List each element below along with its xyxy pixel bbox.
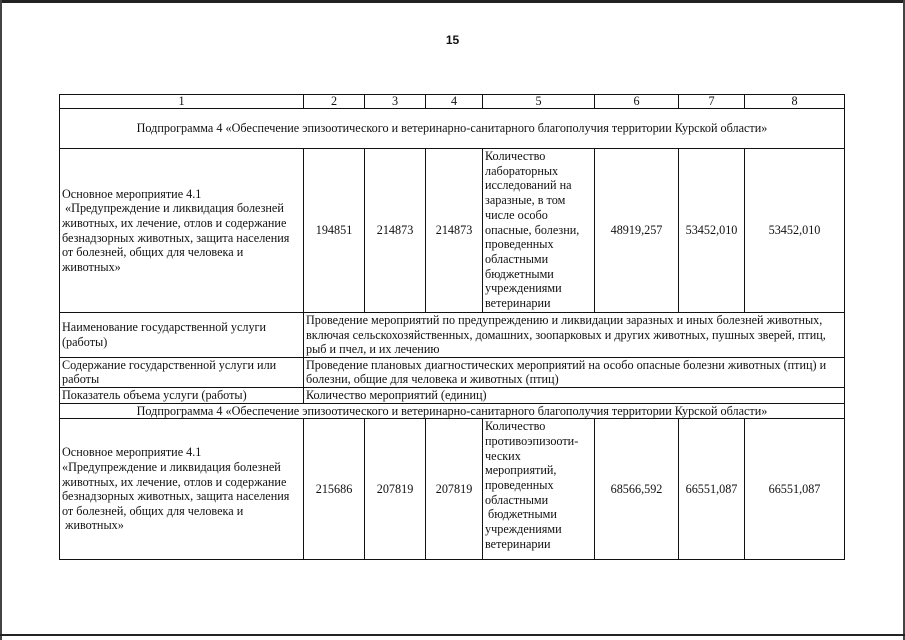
column-number: 5 <box>483 95 595 109</box>
service-name-row <box>60 313 845 358</box>
service-volume-row <box>60 387 845 403</box>
service-volume-label: Показатель объема услуги (работы) <box>60 387 304 403</box>
column-numbers-row <box>60 95 845 109</box>
measure-name: Основное мероприятие 4.1 «Предупреждение и ликвидация болезней животных, их лечение, отлов и содержание безнадзорных животных, защита населения от болезней, общих для человека и животных» <box>60 419 304 560</box>
measure-name: Основное мероприятие 4.1 «Предупреждение и ликвидация болезней животных, их лечение, отлов и содержание безнадзорных животных, защита населения от болезней, общих для человека и животных» <box>60 149 304 313</box>
program-table <box>59 94 845 560</box>
indicator-name: Количество противоэпизооти- ческих мероприятий, проведенных областными бюджетными учреждениями ветеринарии <box>483 419 595 560</box>
value-col7: 66551,087 <box>679 419 745 560</box>
value-col2: 215686 <box>304 419 365 560</box>
value-col4: 214873 <box>426 149 483 313</box>
subprogram-row <box>60 403 845 419</box>
value-col3: 214873 <box>365 149 426 313</box>
value-col3: 207819 <box>365 419 426 560</box>
column-number: 8 <box>745 95 845 109</box>
measure-row <box>60 419 845 560</box>
value-col8: 53452,010 <box>745 149 845 313</box>
subprogram-title: Подпрограмма 4 «Обеспечение эпизоотического и ветеринарно-санитарного благополучия территории Курской области» <box>60 403 845 419</box>
page-frame-left <box>0 0 2 640</box>
page-frame-bottom <box>0 634 905 636</box>
service-name-label: Наименование государственной услуги (работы) <box>60 313 304 358</box>
value-col8: 66551,087 <box>745 419 845 560</box>
value-col6: 48919,257 <box>595 149 679 313</box>
value-col6: 68566,592 <box>595 419 679 560</box>
value-col2: 194851 <box>304 149 365 313</box>
page-number: 15 <box>445 33 460 47</box>
service-content-label: Содержание государственной услуги или работы <box>60 357 304 387</box>
column-number: 6 <box>595 95 679 109</box>
subprogram-row <box>60 109 845 149</box>
service-content-value: Проведение плановых диагностических мероприятий на особо опасные болезни животных (птиц) и болезни, общие для человека и животных (птиц) <box>304 357 845 387</box>
value-col4: 207819 <box>426 419 483 560</box>
column-number: 4 <box>426 95 483 109</box>
column-number: 7 <box>679 95 745 109</box>
subprogram-title: Подпрограмма 4 «Обеспечение эпизоотического и ветеринарно-санитарного благополучия территории Курской области» <box>60 109 845 149</box>
service-content-row <box>60 357 845 387</box>
service-name-value: Проведение мероприятий по предупреждению и ликвидации заразных и иных болезней животных, включая сельскохозяйственных, домашних, зоопарковых и других животных, пушных зверей, птиц, рыб и пчел, и их лечению <box>304 313 845 358</box>
value-col7: 53452,010 <box>679 149 745 313</box>
measure-row <box>60 149 845 313</box>
service-volume-value: Количество мероприятий (единиц) <box>304 387 845 403</box>
page-frame-top <box>0 0 905 3</box>
column-number: 1 <box>60 95 304 109</box>
column-number: 3 <box>365 95 426 109</box>
indicator-name: Количество лабораторных исследований на заразные, в том числе особо опасные, болезни, проведенных областными бюджетными учреждениями ветеринарии <box>483 149 595 313</box>
column-number: 2 <box>304 95 365 109</box>
